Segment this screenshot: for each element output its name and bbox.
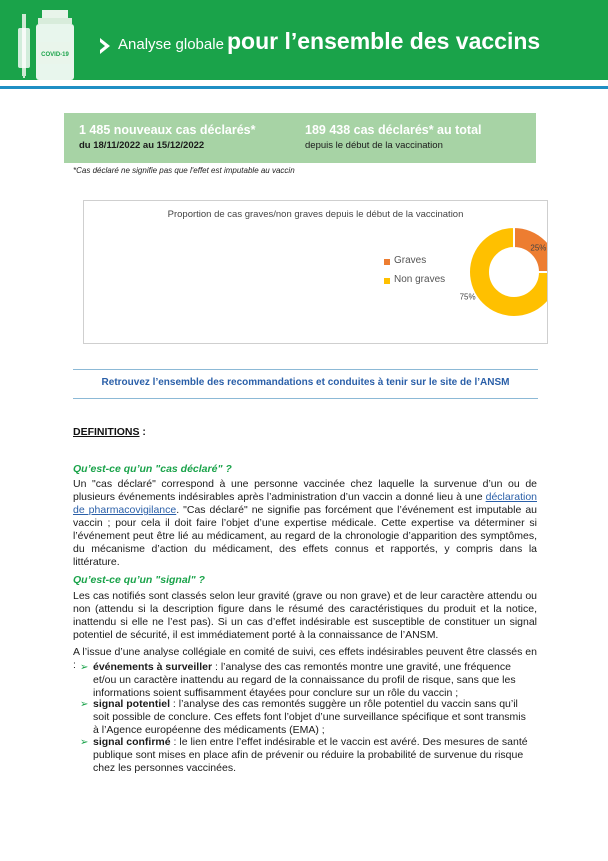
donut-data-label: 25% xyxy=(530,243,547,253)
bullet-term: signal potentiel xyxy=(93,698,171,710)
reco-top-rule xyxy=(73,369,538,370)
chevron-right-icon xyxy=(98,37,112,55)
banner-title: pour l’ensemble des vaccins xyxy=(227,28,541,54)
bullet-text: : le lien entre l’effet indésirable et le vaccin est avéré. Des mesures de santé publique sont mises en place afin de prévenir ou réduire la probabilité de survenue du risque chez les personnes vaccinées. xyxy=(93,736,528,774)
bullet-signal-potentiel xyxy=(80,698,532,738)
donut-chart xyxy=(84,201,547,343)
question-signal: Qu’est-ce qu’un "signal" ? xyxy=(73,574,205,586)
bullet-term: signal confirmé xyxy=(93,736,171,748)
ansm-recommendation-link[interactable]: Retrouvez l’ensemble des recommandations et conduites à tenir sur le site de l’ANSM xyxy=(101,377,510,388)
p1-text-after: . "Cas déclaré" ne signifie pas forcément que l’événement est imputable au vaccin ; pour cela il doit faire l’objet d’une expertise médicale. Cette expertise va déterminer si l’événement peut être lié au médicament, au regard de la chronologie d’apparition des symptômes, du mécanisme d’action du médicament, des effets connus et rapportés, y compris dans la littérature. xyxy=(73,504,537,568)
paragraph-cas-declare xyxy=(73,478,537,569)
definitions-heading-text: DEFINITIONS xyxy=(73,426,140,438)
legend-swatch-non-graves xyxy=(384,278,390,284)
donut-data-label: 75% xyxy=(459,292,476,302)
legend-label-graves: Graves xyxy=(394,255,427,266)
legend-swatch-graves xyxy=(384,259,390,265)
arrow-bullet-icon: ➢ xyxy=(80,662,89,673)
definitions-heading xyxy=(73,426,146,438)
total-cases-since: depuis le début de la vaccination xyxy=(305,140,443,151)
stats-panel xyxy=(64,113,536,163)
paragraph-classification: A l’issue d’une analyse collégiale en comité de suivi, ces effets indésirables peuvent être classés en : xyxy=(73,646,537,671)
question-cas-declare: Qu’est-ce qu’un "cas déclaré" ? xyxy=(73,463,232,475)
bullet-evenements-a-surveiller xyxy=(80,661,532,701)
bullet-term: événements à surveiller xyxy=(93,661,213,673)
total-cases-count: 189 438 cas déclarés* au total xyxy=(305,123,482,137)
banner-divider xyxy=(0,86,608,89)
pharmacovigilance-link[interactable]: déclaration de pharmacovigilance xyxy=(73,491,537,516)
legend-label-non-graves: Non graves xyxy=(394,274,446,285)
p1-text-before: Un "cas déclaré" correspond à une personne vaccinée chez laquelle la survenue d’un ou de plusieurs événements indésirables après l’administration d’un vaccin a donné lieu à une xyxy=(73,478,537,503)
paragraph-signal: Les cas notifiés sont classés selon leur gravité (grave ou non grave) et de leur caractère attendu ou non (attendu si la description figure dans le résumé des caractéristiques du produit et la notice, inattendu si elle ne l’est pas). Si un cas d’effet indésirable est susceptible de constituer un signal potentiel de sécurité, il est immédiatement porté à la connaissance de l’ANSM. xyxy=(73,590,537,641)
bullet-signal-confirme xyxy=(80,736,532,776)
bullet-text: : l’analyse des cas remontés suggère un rôle potentiel du vaccin sans qu’il soit possible de conclure. Ces effets font l’objet d’une surveillance spécifique et sont transmis à l’Agence européenne des médicaments (EMA) ; xyxy=(93,698,526,736)
bullet-text: : l’analyse des cas remontés montre une gravité, une fréquence et/ou un caractère inattendu au regard de la connaissance du profil de risque, sans que les informations soient suffisamment étayées pour conclure sur un rôle du vaccin ; xyxy=(93,661,516,699)
arrow-bullet-icon: ➢ xyxy=(80,699,89,710)
chart-title: Proportion de cas graves/non graves depuis le début de la vaccination xyxy=(167,209,464,220)
footnote: *Cas déclaré ne signifie pas que l'effet est imputable au vaccin xyxy=(73,166,295,175)
new-cases-count: 1 485 nouveaux cas déclarés* xyxy=(79,123,256,137)
reco-bottom-rule xyxy=(73,398,538,399)
chart-container xyxy=(83,200,548,344)
arrow-bullet-icon: ➢ xyxy=(80,737,89,748)
vaccine-vial-icon xyxy=(8,6,86,80)
new-cases-period: du 18/11/2022 au 15/12/2022 xyxy=(79,140,205,151)
vial-label: COVID-19 xyxy=(41,52,69,58)
definitions-heading-suffix: : xyxy=(139,426,146,438)
banner-subtitle: Analyse globale xyxy=(118,36,224,53)
